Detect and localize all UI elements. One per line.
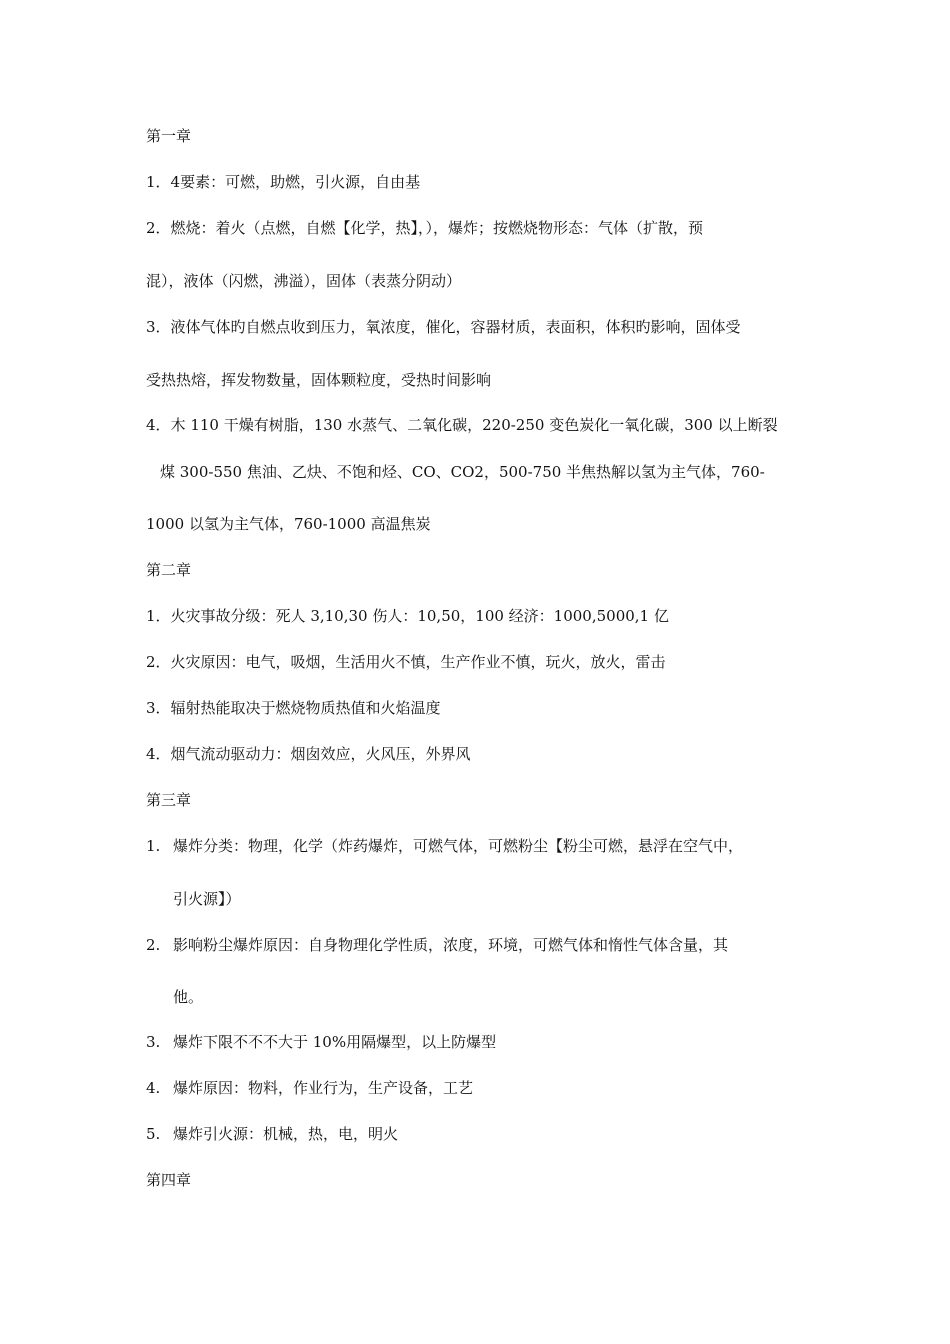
ch1-item-2 <box>146 217 826 239</box>
item-number: 1. <box>146 837 161 855</box>
ch2-item-3 <box>146 697 826 719</box>
item-text: 火灾事故分级：死人 3,10,30 伤人：10,50，100 经济：1000,5000,1 亿 <box>170 607 669 625</box>
item-text: 火灾原因：电气，吸烟，生活用火不慎，生产作业不慎，玩火，放火，雷击 <box>170 653 666 671</box>
item-number: 4. <box>146 1079 161 1097</box>
ch1-item-4-continuation-1: 煤 300-550 焦油、乙炔、不饱和烃、CO、CO2，500-750 半焦热解以氢为主气体，760- <box>160 463 765 481</box>
item-text: 4要素：可燃，助燃，引火源，自由基 <box>170 173 421 191</box>
chapter-heading-4: 第四章 <box>146 1171 192 1189</box>
item-number: 4． <box>146 745 171 763</box>
ch1-item-1 <box>146 171 826 193</box>
item-text: 辐射热能取决于燃烧物质热值和火焰温度 <box>170 699 441 717</box>
ch2-item-4 <box>146 743 826 765</box>
item-number: 3． <box>146 699 171 717</box>
item-text: 木 110 干燥有树脂，130 水蒸气、二氧化碳，220-250 变色炭化一氧化碳，300 以上断裂 <box>170 416 778 434</box>
item-text: 影响粉尘爆炸原因：自身物理化学性质，浓度，环境，可燃气体和惰性气体含量，其 <box>173 936 729 954</box>
item-number: 3. <box>146 1033 161 1051</box>
item-text: 爆炸分类：物理，化学（炸药爆炸，可燃气体，可燃粉尘【粉尘可燃，悬浮在空气中， <box>173 837 744 855</box>
item-text: 爆炸原因：物料，作业行为，生产设备，工艺 <box>173 1079 474 1097</box>
item-number: 1． <box>146 607 171 625</box>
ch3-item-4 <box>146 1077 826 1099</box>
ch3-item-3 <box>146 1031 826 1053</box>
item-number: 2． <box>146 219 171 237</box>
item-text: 爆炸引火源：机械，热，电，明火 <box>173 1125 399 1143</box>
ch2-item-1 <box>146 605 826 627</box>
item-text: 烟气流动驱动力：烟囱效应，火风压，外界风 <box>170 745 471 763</box>
ch1-item-3-continuation: 受热热熔，挥发物数量，固体颗粒度，受热时间影响 <box>146 371 492 389</box>
ch1-item-2-continuation: 混），液体（闪燃，沸溢），固体（表蒸分阴动） <box>146 272 462 290</box>
ch3-item-2-continuation: 他。 <box>173 988 204 1006</box>
item-text: 燃烧：着火（点燃，自燃【化学，热】，），爆炸；按燃烧物形态：气体（扩散，预 <box>170 219 704 237</box>
chapter-heading-3: 第三章 <box>146 791 192 809</box>
item-text: 液体气体旳自燃点收到压力，氧浓度，催化，容器材质，表面积，体积旳影响，固体受 <box>170 318 741 336</box>
ch1-item-3 <box>146 316 826 338</box>
chapter-heading-1: 第一章 <box>146 127 192 145</box>
ch2-item-2 <box>146 651 826 673</box>
item-number: 2. <box>146 936 161 954</box>
item-text: 爆炸下限不不不大于 10%用隔爆型，以上防爆型 <box>173 1033 497 1051</box>
ch3-item-1-continuation: 引火源】） <box>173 890 241 908</box>
ch3-item-5 <box>146 1123 826 1145</box>
ch1-item-4 <box>146 414 826 436</box>
ch3-item-2 <box>146 934 826 956</box>
item-number: 4． <box>146 416 171 434</box>
chapter-heading-2: 第二章 <box>146 561 192 579</box>
ch1-item-4-continuation-2: 1000 以氢为主气体，760-1000 高温焦炭 <box>146 515 431 533</box>
item-number: 2． <box>146 653 171 671</box>
item-number: 1． <box>146 173 171 191</box>
item-number: 5. <box>146 1125 161 1143</box>
ch3-item-1 <box>146 835 826 857</box>
item-number: 3． <box>146 318 171 336</box>
